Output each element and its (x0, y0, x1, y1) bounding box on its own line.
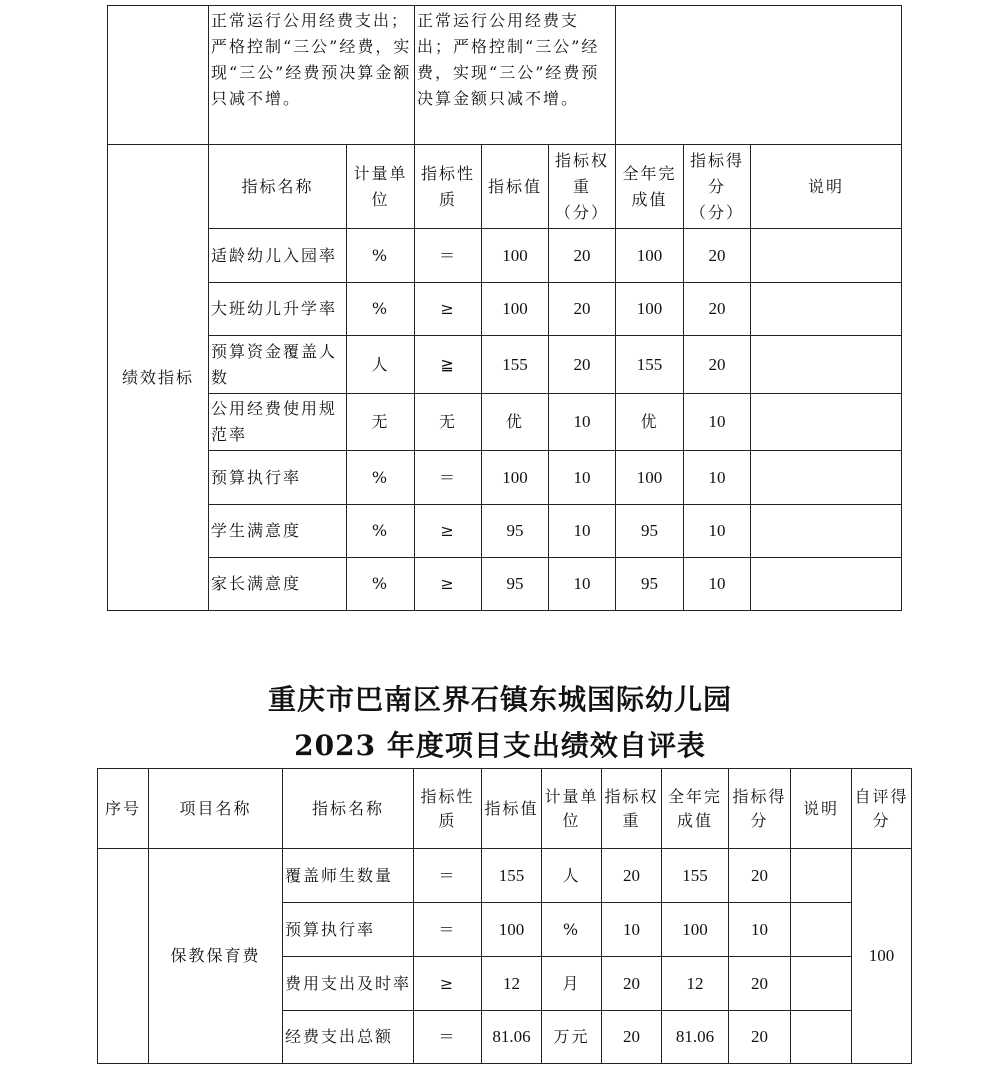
header-cell: 指标性质 (414, 769, 482, 849)
value-cell: 优 (482, 394, 549, 451)
table-row (108, 505, 902, 558)
note-cell (791, 849, 852, 903)
header-row (108, 145, 902, 229)
goal-text-cell: 正常运行公用经费支出；严格控制“三公”经费，实现“三公”经费预决算金额只减不增。 (209, 6, 415, 145)
weight-cell: 20 (602, 957, 662, 1011)
weight-cell: 20 (549, 283, 616, 336)
unit-cell: % (347, 451, 415, 505)
table-row (108, 229, 902, 283)
unit-cell: % (347, 283, 415, 336)
weight-cell: 10 (549, 394, 616, 451)
score-cell: 10 (729, 903, 791, 957)
header-cell: 指标权重 (602, 769, 662, 849)
unit-cell: 人 (347, 336, 415, 394)
unit-cell: % (542, 903, 602, 957)
weight-cell: 10 (602, 903, 662, 957)
nature-cell: ＝ (415, 229, 482, 283)
weight-cell: 20 (549, 229, 616, 283)
header-cell: 指标名称 (283, 769, 414, 849)
value-cell: 95 (482, 505, 549, 558)
actual-cell: 81.06 (662, 1011, 729, 1064)
indicator-name: 覆盖师生数量 (283, 849, 414, 903)
score-cell: 10 (684, 505, 751, 558)
nature-cell: ≥ (415, 505, 482, 558)
score-cell: 20 (684, 336, 751, 394)
nature-cell: ≥ (414, 957, 482, 1011)
table-row (108, 283, 902, 336)
header-cell: 项目名称 (149, 769, 283, 849)
header-cell: 说明 (791, 769, 852, 849)
header-cell: 指标得分 (729, 769, 791, 849)
value-cell: 81.06 (482, 1011, 542, 1064)
header-cell: 指标值 (482, 145, 549, 229)
value-cell: 155 (482, 849, 542, 903)
weight-cell: 10 (549, 451, 616, 505)
unit-cell: % (347, 558, 415, 611)
score-cell: 20 (729, 849, 791, 903)
empty-cell (108, 6, 209, 145)
value-cell: 100 (482, 229, 549, 283)
unit-cell: % (347, 229, 415, 283)
indicator-name: 公用经费使用规范率 (209, 394, 347, 451)
header-cell: 计量单位 (542, 769, 602, 849)
nature-cell: ≧ (415, 336, 482, 394)
score-cell: 20 (729, 957, 791, 1011)
serial-cell (98, 849, 149, 1064)
actual-cell: 100 (662, 903, 729, 957)
note-cell (751, 394, 902, 451)
indicator-name: 预算资金覆盖人数 (209, 336, 347, 394)
actual-cell: 12 (662, 957, 729, 1011)
nature-cell: ＝ (414, 903, 482, 957)
goal-text-cell: 正常运行公用经费支出；严格控制“三公”经费，实现“三公”经费预决算金额只减不增。 (415, 6, 616, 145)
note-cell (791, 903, 852, 957)
note-cell (751, 336, 902, 394)
header-cell: 指标值 (482, 769, 542, 849)
score-cell: 10 (684, 451, 751, 505)
note-cell (751, 505, 902, 558)
header-cell: 指标得分（分） (684, 145, 751, 229)
table-row (108, 451, 902, 505)
actual-cell: 100 (616, 451, 684, 505)
nature-cell: 无 (415, 394, 482, 451)
unit-cell: 无 (347, 394, 415, 451)
unit-cell: % (347, 505, 415, 558)
unit-cell: 万元 (542, 1011, 602, 1064)
actual-cell: 155 (616, 336, 684, 394)
indicator-name: 适龄幼儿入园率 (209, 229, 347, 283)
goal-row (108, 6, 902, 145)
indicator-name: 大班幼儿升学率 (209, 283, 347, 336)
indicator-name: 预算执行率 (209, 451, 347, 505)
page-title: 重庆市巴南区界石镇东城国际幼儿园 (267, 683, 732, 716)
header-cell: 计量单位 (347, 145, 415, 229)
weight-cell: 20 (602, 1011, 662, 1064)
value-cell: 155 (482, 336, 549, 394)
indicator-name: 预算执行率 (283, 903, 414, 957)
value-cell: 100 (482, 283, 549, 336)
nature-cell: ＝ (415, 451, 482, 505)
header-cell: 自评得分 (852, 769, 912, 849)
value-cell: 12 (482, 957, 542, 1011)
note-cell (751, 283, 902, 336)
value-cell: 100 (482, 903, 542, 957)
header-row (98, 769, 912, 849)
unit-cell: 人 (542, 849, 602, 903)
value-cell: 95 (482, 558, 549, 611)
weight-cell: 10 (549, 558, 616, 611)
score-cell: 10 (684, 558, 751, 611)
note-cell (791, 957, 852, 1011)
header-cell: 指标权重（分） (549, 145, 616, 229)
score-cell: 20 (684, 283, 751, 336)
header-cell: 说明 (751, 145, 902, 229)
note-cell (791, 1011, 852, 1064)
weight-cell: 10 (549, 505, 616, 558)
actual-cell: 优 (616, 394, 684, 451)
header-cell: 全年完成值 (662, 769, 729, 849)
table-row (108, 558, 902, 611)
performance-indicator-table (107, 5, 902, 611)
actual-cell: 95 (616, 505, 684, 558)
unit-cell: 月 (542, 957, 602, 1011)
nature-cell: ≥ (415, 283, 482, 336)
header-cell: 序号 (98, 769, 149, 849)
score-cell: 20 (684, 229, 751, 283)
self-score-cell: 100 (852, 849, 912, 1064)
project-self-evaluation-table (97, 768, 912, 1064)
indicator-name: 学生满意度 (209, 505, 347, 558)
score-cell: 20 (729, 1011, 791, 1064)
empty-cell (616, 6, 902, 145)
header-cell: 全年完成值 (616, 145, 684, 229)
header-cell: 指标名称 (209, 145, 347, 229)
nature-cell: ＝ (414, 849, 482, 903)
table-row (108, 336, 902, 394)
weight-cell: 20 (549, 336, 616, 394)
weight-cell: 20 (602, 849, 662, 903)
note-cell (751, 451, 902, 505)
header-cell: 指标性质 (415, 145, 482, 229)
note-cell (751, 558, 902, 611)
indicator-name: 费用支出及时率 (283, 957, 414, 1011)
project-name-cell: 保教保育费 (149, 849, 283, 1064)
nature-cell: ≥ (415, 558, 482, 611)
nature-cell: ＝ (414, 1011, 482, 1064)
actual-cell: 95 (616, 558, 684, 611)
note-cell (751, 229, 902, 283)
value-cell: 100 (482, 451, 549, 505)
table-row (108, 394, 902, 451)
actual-cell: 155 (662, 849, 729, 903)
indicator-name: 经费支出总额 (283, 1011, 414, 1064)
actual-cell: 100 (616, 283, 684, 336)
score-cell: 10 (684, 394, 751, 451)
actual-cell: 100 (616, 229, 684, 283)
table-row (98, 849, 912, 903)
page-subtitle: 2023 年度项目支出绩效自评表 (294, 729, 706, 762)
indicator-name: 家长满意度 (209, 558, 347, 611)
group-label-cell: 绩效指标 (108, 145, 209, 611)
